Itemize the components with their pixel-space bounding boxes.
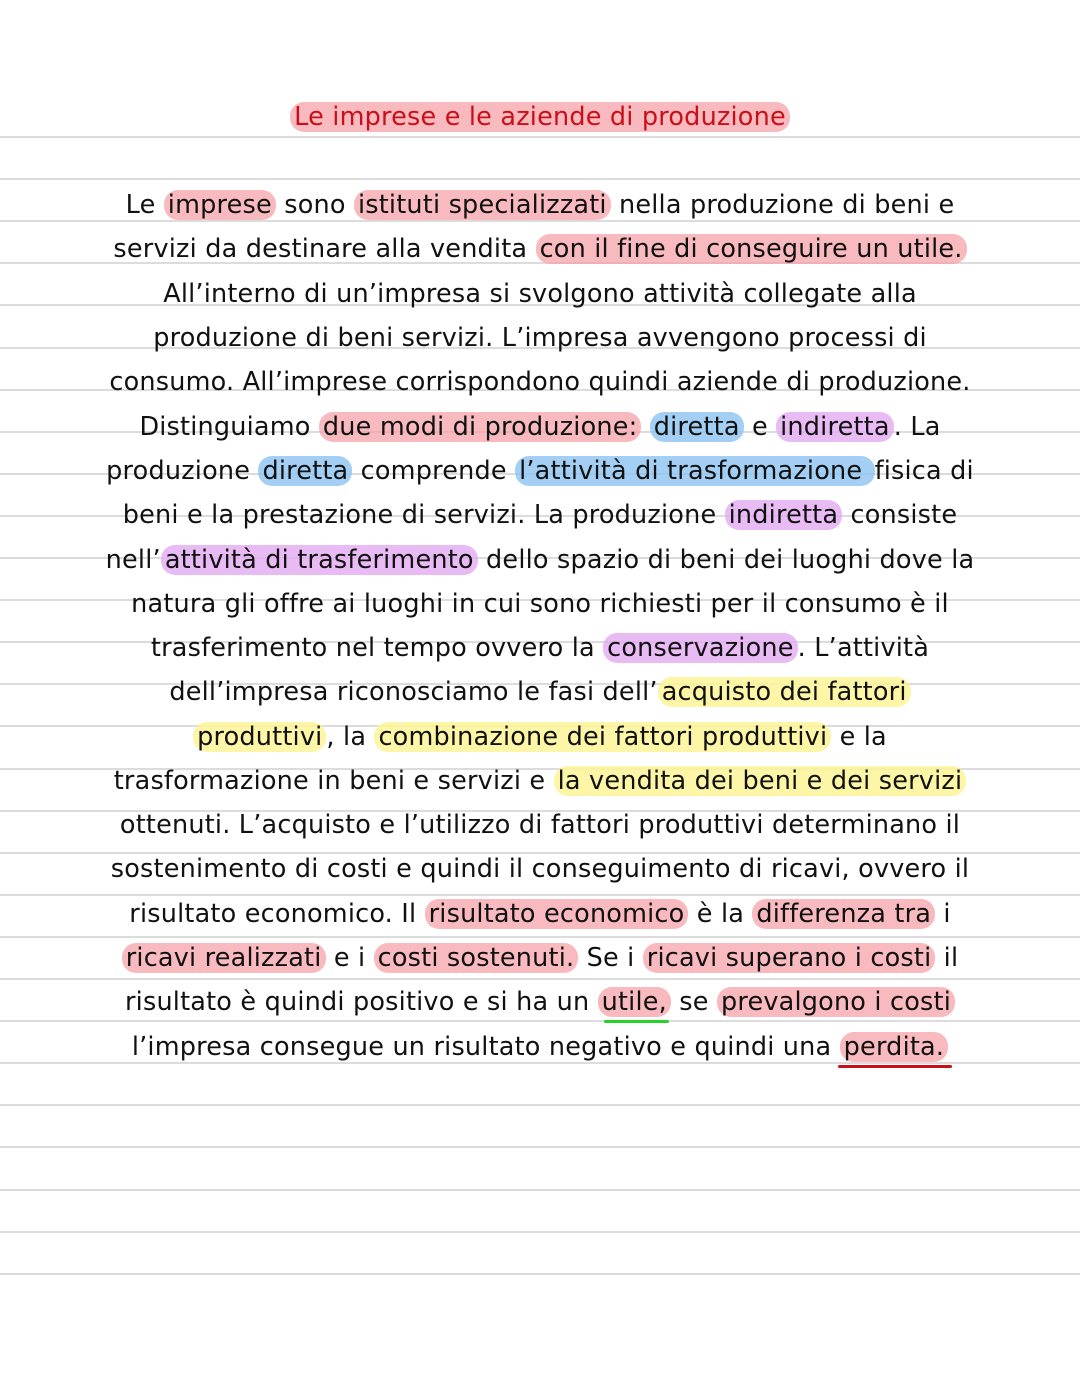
ruled-line — [0, 894, 1080, 896]
text: . La — [893, 412, 941, 442]
text: All’interno di un’impresa si svolgono attività collegate alla — [163, 279, 917, 309]
text: trasferimento nel tempo ovvero la — [150, 633, 604, 663]
text: trasformazione in beni e servizi e — [113, 766, 554, 796]
text: Le — [125, 190, 164, 220]
title-highlight: Le imprese e le aziende di produzione — [290, 102, 790, 132]
text-line-3 — [0, 277, 1080, 311]
text-line-19 — [0, 985, 1080, 1019]
text: ottenuti. L’acquisto e l’utilizzo di fattori produttivi determinano il — [119, 810, 961, 840]
text: consumo. All’imprese corrispondono quindi aziende di produzione. — [109, 367, 971, 397]
text: Distinguiamo — [139, 412, 319, 442]
highlight-vendita: la vendita dei beni e dei servizi — [554, 766, 967, 796]
ruled-line — [0, 1231, 1080, 1233]
text: se — [670, 987, 717, 1017]
text: beni e la prestazione di servizi. La produzione — [122, 500, 725, 530]
highlight-ricavi-superano: ricavi superano i costi — [643, 943, 936, 973]
highlight-acquisto: acquisto dei fattori — [658, 677, 911, 707]
text-line-12 — [0, 675, 1080, 709]
highlight-diretta: diretta — [258, 456, 352, 486]
text: sono — [275, 190, 354, 220]
text: e i — [325, 943, 374, 973]
text: fisica di — [874, 456, 974, 486]
ruled-line — [0, 978, 1080, 980]
text-line-4 — [0, 321, 1080, 355]
text: dello spazio di beni dei luoghi dove la — [477, 545, 975, 575]
text: è la — [688, 899, 753, 929]
text: comprende — [352, 456, 516, 486]
highlight-indiretta: indiretta — [776, 412, 894, 442]
text: . L’attività — [797, 633, 930, 663]
text-line-1 — [0, 188, 1080, 222]
ruled-line — [0, 1104, 1080, 1106]
text: sostenimento di costi e quindi il conseguimento di ricavi, ovvero il — [110, 854, 970, 884]
page-title — [0, 100, 1080, 134]
text-line-9 — [0, 543, 1080, 577]
text-line-11 — [0, 631, 1080, 665]
highlight-conservazione: conservazione — [603, 633, 797, 663]
text-line-6 — [0, 410, 1080, 444]
highlight-differenza: differenza tra — [752, 899, 935, 929]
ruled-line — [0, 1189, 1080, 1191]
text-line-20 — [0, 1030, 1080, 1064]
highlight-due-modi: due modi di produzione: — [319, 412, 642, 442]
ruled-line — [0, 178, 1080, 180]
text: l’impresa consegue un risultato negativo e quindi una — [131, 1032, 840, 1062]
text: produzione di beni servizi. L’impresa avvengono processi di — [153, 323, 927, 353]
ruled-line — [0, 936, 1080, 938]
text-line-2 — [0, 232, 1080, 266]
highlight-ricavi-realizzati: ricavi realizzati — [122, 943, 326, 973]
text: il — [935, 943, 959, 973]
highlight-utile: utile, — [598, 987, 671, 1017]
text: e la — [831, 722, 887, 752]
text: , la — [326, 722, 375, 752]
text: nell’ — [105, 545, 161, 575]
text-line-14 — [0, 764, 1080, 798]
highlight-trasformazione: l’attività di trasformazione — [515, 456, 874, 486]
text-line-8 — [0, 498, 1080, 532]
highlight-istituti-specializzati: istituti specializzati — [354, 190, 611, 220]
text-line-17 — [0, 897, 1080, 931]
text: e — [743, 412, 777, 442]
text: servizi da destinare alla vendita — [113, 234, 536, 264]
text-line-15 — [0, 808, 1080, 842]
highlight-diretta: diretta — [650, 412, 744, 442]
text: produzione — [106, 456, 259, 486]
highlight-combinazione: combinazione dei fattori produttivi — [374, 722, 831, 752]
highlight-indiretta: indiretta — [725, 500, 843, 530]
text: Se i — [578, 943, 643, 973]
text: risultato economico. Il — [129, 899, 425, 929]
text-line-16 — [0, 852, 1080, 886]
highlight-risultato-economico: risultato economico — [425, 899, 689, 929]
text-line-10 — [0, 587, 1080, 621]
text: risultato è quindi positivo e si ha un — [124, 987, 598, 1017]
text: i — [935, 899, 951, 929]
ruled-line — [0, 1146, 1080, 1148]
highlight-prevalgono: prevalgono i costi — [717, 987, 955, 1017]
text — [641, 412, 649, 442]
highlight-perdita: perdita. — [840, 1032, 949, 1062]
highlight-fine-utile: con il fine di conseguire un utile. — [536, 234, 967, 264]
ruled-line — [0, 136, 1080, 138]
text-line-5 — [0, 365, 1080, 399]
text: nella produzione di beni e — [610, 190, 955, 220]
text: consiste — [842, 500, 958, 530]
text-line-18 — [0, 941, 1080, 975]
text: dell’impresa riconosciamo le fasi dell’ — [169, 677, 658, 707]
text: natura gli offre ai luoghi in cui sono richiesti per il consumo è il — [131, 589, 949, 619]
text-line-7 — [0, 454, 1080, 488]
highlight-imprese: imprese — [164, 190, 276, 220]
text-line-13 — [0, 720, 1080, 754]
highlight-produttivi: produttivi — [193, 722, 326, 752]
highlight-costi-sostenuti: costi sostenuti. — [374, 943, 579, 973]
ruled-line — [0, 1020, 1080, 1022]
ruled-line — [0, 1273, 1080, 1275]
highlight-trasferimento: attività di trasferimento — [161, 545, 478, 575]
